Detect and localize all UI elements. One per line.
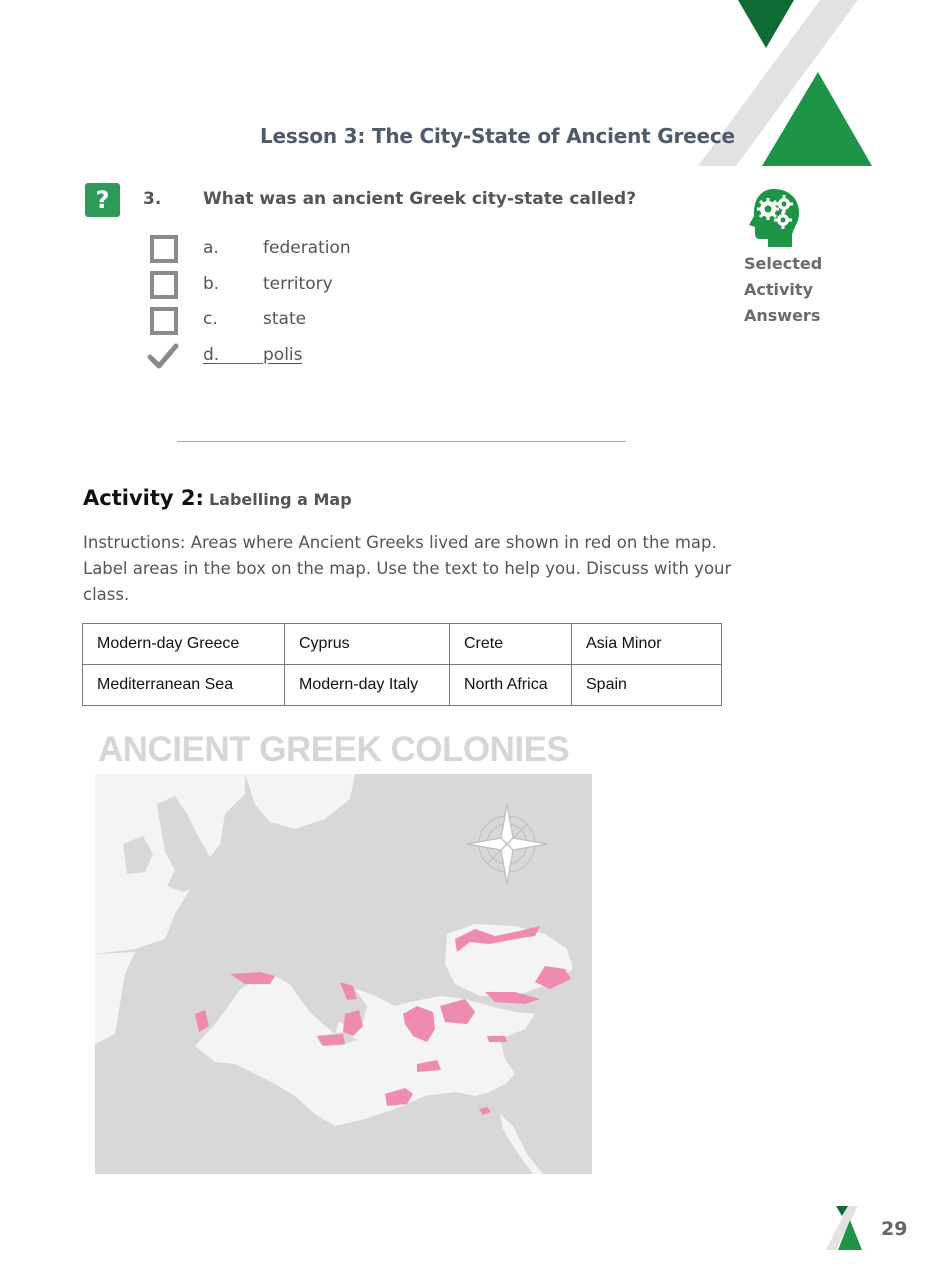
question-text: What was an ancient Greek city-state called?: [203, 189, 637, 209]
question-icon: ?: [85, 183, 120, 217]
label-line-2: Activity: [744, 280, 813, 299]
table-cell: Mediterranean Sea: [83, 665, 285, 706]
option-b-letter: b.: [203, 274, 220, 294]
option-a-checkbox[interactable]: [150, 235, 178, 263]
activity-heading: [83, 486, 352, 510]
option-c-text: state: [263, 309, 307, 329]
label-line-3: Answers: [744, 306, 821, 325]
map-title: ANCIENT GREEK COLONIES: [98, 730, 570, 769]
option-d-text: polis: [263, 345, 303, 365]
question-number: 3.: [143, 189, 162, 209]
table-cell: Crete: [450, 624, 572, 665]
option-d-underline: [212, 363, 263, 364]
option-c-letter: c.: [203, 309, 218, 329]
gear-head-icon: [746, 187, 802, 249]
word-bank-table: [82, 623, 722, 706]
section-divider: [177, 441, 626, 442]
activity-instructions: Instructions: Areas where Ancient Greeks lived are shown in red on the map. Label areas in the box on the map. Use the text to help you. Discuss with your class.: [83, 533, 732, 604]
table-cell: Modern-day Italy: [285, 665, 450, 706]
lesson-title: Lesson 3: The City-State of Ancient Greece: [260, 124, 735, 148]
brand-logo-bottom: [822, 1206, 864, 1250]
table-cell: Modern-day Greece: [83, 624, 285, 665]
label-line-1: Selected: [744, 254, 823, 273]
page-number: 29: [881, 1218, 908, 1240]
option-a-letter: a.: [203, 238, 219, 258]
selected-activity-answers-label: [744, 251, 854, 329]
table-cell: Spain: [572, 665, 722, 706]
table-cell: Asia Minor: [572, 624, 722, 665]
option-c-checkbox[interactable]: [150, 307, 178, 335]
activity-title: Activity 2:: [83, 486, 204, 510]
table-row: [83, 624, 722, 665]
option-a-text: federation: [263, 238, 351, 258]
option-b-text: territory: [263, 274, 333, 294]
checkmark-icon[interactable]: [147, 343, 179, 371]
table-row: [83, 665, 722, 706]
table-cell: North Africa: [450, 665, 572, 706]
option-b-checkbox[interactable]: [150, 271, 178, 299]
ancient-greek-colonies-map: [95, 774, 592, 1174]
table-cell: Cyprus: [285, 624, 450, 665]
activity-subtitle: Labelling a Map: [208, 490, 352, 509]
option-d-letter: d.: [203, 345, 220, 365]
